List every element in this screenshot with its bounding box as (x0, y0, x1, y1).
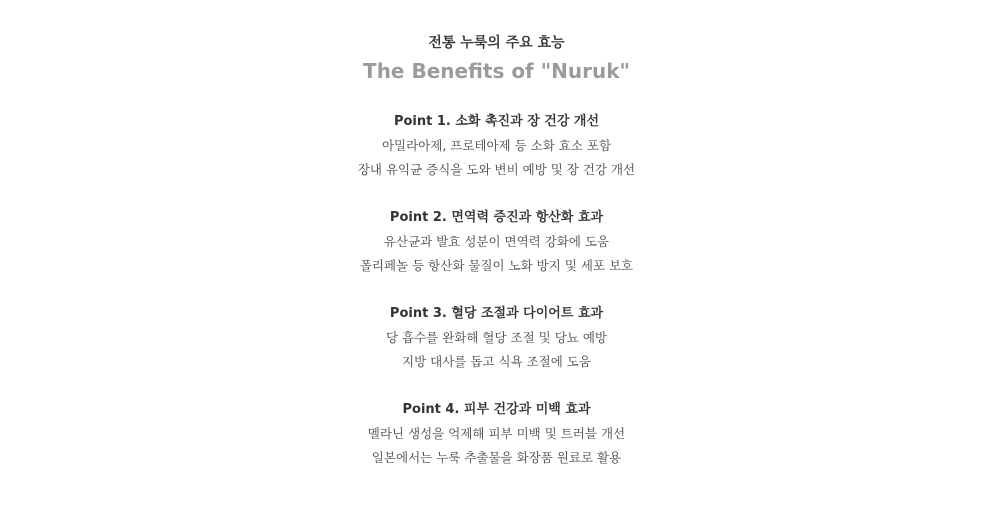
benefit-point-2 (0, 206, 993, 302)
benefits-list (0, 110, 993, 494)
benefit-point-4 (0, 398, 993, 494)
benefit-description: 폴리페놀 등 항산화 물질이 노화 방지 및 세포 보호 (359, 258, 634, 273)
benefit-title: Point 4. 피부 건강과 미백 효과 (402, 402, 591, 417)
benefit-title: Point 3. 혈당 조절과 다이어트 효과 (389, 306, 604, 321)
benefit-description: 일본에서는 누룩 추출물을 화장품 원료로 활용 (371, 450, 622, 465)
benefit-title: Point 2. 면역력 증진과 항산화 효과 (389, 210, 604, 225)
benefit-description: 멜라닌 생성을 억제해 피부 미백 및 트러블 개선 (367, 426, 626, 441)
benefit-description: 아밀라아제, 프로테아제 등 소화 효소 포함 (381, 138, 612, 153)
benefit-description: 장내 유익균 증식을 도와 변비 예방 및 장 건강 개선 (357, 162, 636, 177)
benefit-title: Point 1. 소화 촉진과 장 건강 개선 (393, 114, 600, 129)
benefit-point-3 (0, 302, 993, 398)
benefit-point-1 (0, 110, 993, 206)
page-title-english: The Benefits of "Nuruk" (363, 59, 630, 83)
benefit-description: 당 흡수를 완화해 혈당 조절 및 당뇨 예방 (385, 330, 607, 345)
benefit-description: 유산균과 발효 성분이 면역력 강화에 도움 (383, 234, 610, 249)
benefit-description: 지방 대사를 돕고 식욕 조절에 도움 (402, 354, 591, 369)
page-title-korean: 전통 누룩의 주요 효능 (428, 35, 565, 51)
header (0, 33, 993, 84)
